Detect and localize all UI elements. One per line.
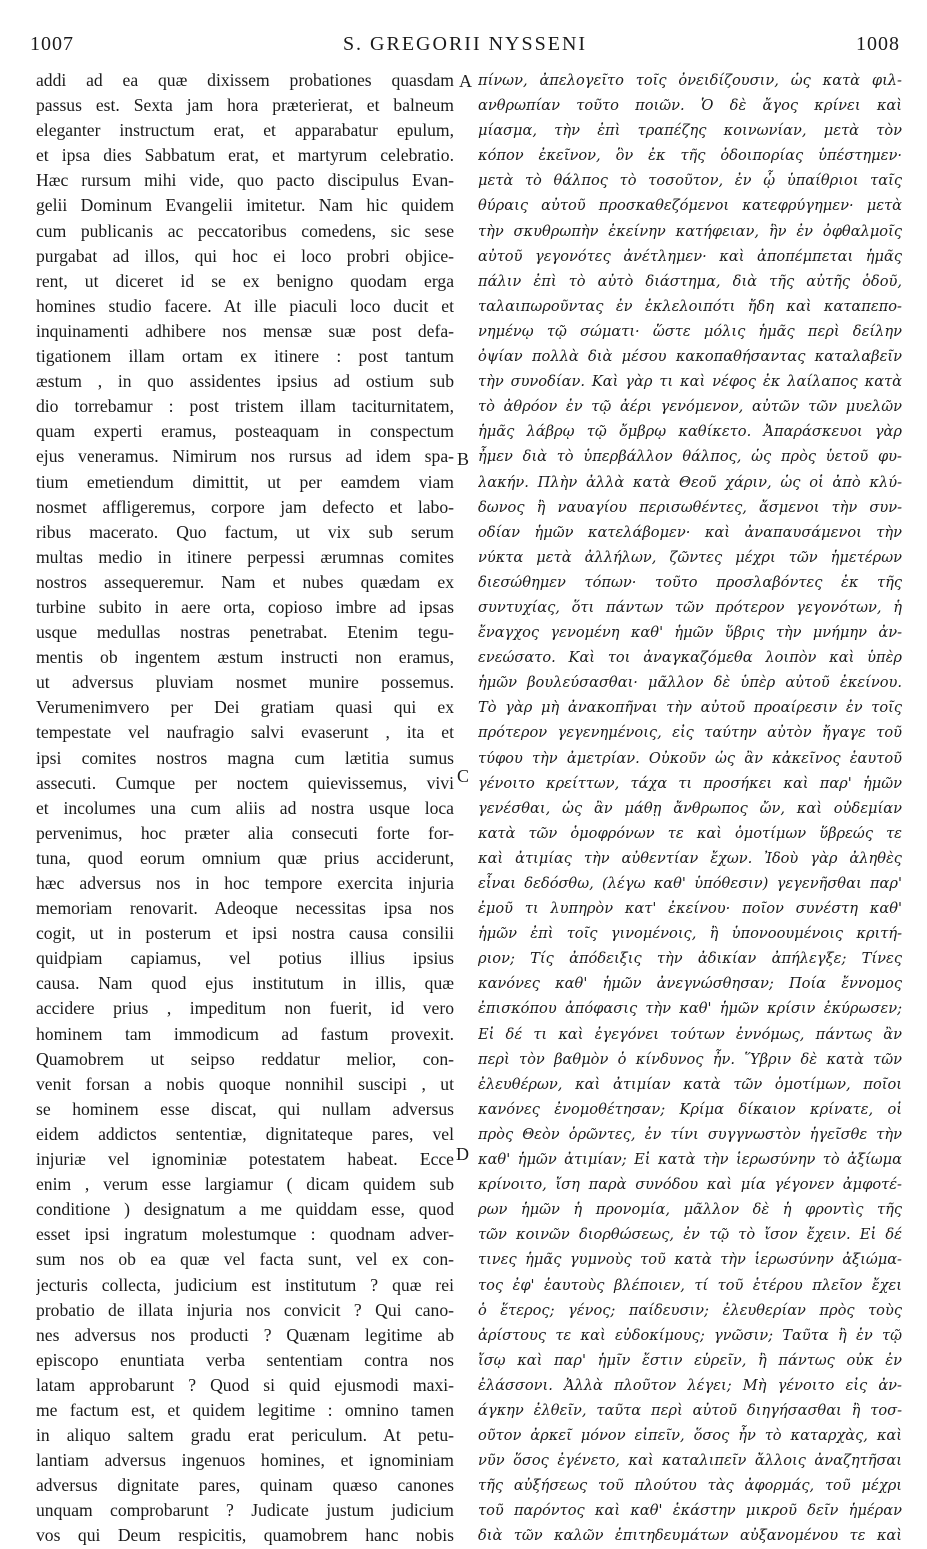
greek-text-line: κρίνοιτο, ἴση παρὰ συνόδου καὶ μία γέγονεν ἀμφοτέ- bbox=[478, 1176, 902, 1194]
greek-text-line: κανόνες καθ' ἡμῶν ἀνεγνώσθησαν; Ποία ἔννομος bbox=[478, 975, 902, 993]
latin-text-line: addi ad ea quæ dixissem probationes quasdam bbox=[36, 70, 454, 90]
greek-text-line: πίνων, ἀπελογεῖτο τοῖς ὀνειδίζουσιν, ὡς κατὰ φιλ- bbox=[478, 72, 902, 89]
latin-text-line: adversus dignitate pares, quinam quæso canones bbox=[36, 1475, 454, 1496]
latin-text-line: inquinamenti adhibere nos mensæ suæ post defa- bbox=[36, 320, 454, 341]
latin-text-line: episcopo enuntiata verba sententiam contra nos bbox=[36, 1349, 454, 1370]
greek-text-line: αὐτοῦ γεγονότες ἀνέτλημεν· καὶ ἀποπέμπεται ἡμᾶς bbox=[478, 247, 902, 265]
greek-text-line: ἐπισκόπου ἀπόφασις τὴν καθ' ἡμῶν κρίσιν ἐκύρωσεν; bbox=[478, 1000, 902, 1018]
running-title: S. GREGORII NYSSENI bbox=[342, 33, 588, 55]
greek-text-line: τύφου τὴν ἀμετρίαν. Οὐκοῦν ὡς ἂν κἀκεῖνος ἑαυτοῦ bbox=[478, 749, 902, 767]
latin-text-line: hominem tam immodicum ad fastum provexit. bbox=[36, 1023, 454, 1044]
greek-text-line: ἴσῳ καὶ παρ' ἡμῖν ἔστιν εὑρεῖν, ἢ πάντως οὐκ ἐν bbox=[478, 1351, 902, 1369]
latin-text-line: assecuti. Cumque per noctem quievissemus, vivi bbox=[36, 772, 454, 793]
greek-text-line: τος ἐφ' ἑαυτοὺς βλέποιεν, τί τοῦ ἑτέρου πλεῖον ἔχει bbox=[478, 1276, 902, 1294]
right-page-number: 1008 bbox=[856, 33, 900, 55]
latin-text-line: causa. Nam quod ejus institutum in illis, quæ bbox=[36, 973, 454, 994]
latin-text-line: æstum , in quo assidentes ipsius ad ostium sub bbox=[36, 371, 454, 392]
latin-text-line: ejus veneramus. Nimirum nos rursus ad idem spa- bbox=[36, 446, 454, 467]
greek-text-line: κόπον ἐκεῖνον, ὃν ἐκ τῆς ὁδοιπορίας ὑπέστημεν· bbox=[478, 147, 902, 165]
greek-text-line: εἶναι δεδόσθω, (λέγω καθ' ὑπόθεσιν) γεγενῆσθαι παρ' bbox=[478, 875, 902, 892]
latin-text-line: cum publicanis ac peccatoribus comedens, sic sese bbox=[36, 220, 454, 241]
latin-text-line: quidpiam capiamus, vel potius illius ipsius bbox=[36, 948, 454, 969]
greek-text-line: καθ' ἡμῶν ἀτιμίαν; Εἰ κατὰ τὴν ἱερωσύνην τὸ ἀξίωμα bbox=[478, 1151, 902, 1169]
latin-text-line: passus est. Sexta jam hora præterierat, et balneum bbox=[36, 95, 454, 116]
greek-text-line: ἡμᾶς λάβρῳ τῷ ὄμβρῳ καθίκετο. Ἀπαράσκευοι γὰρ bbox=[478, 423, 902, 441]
latin-column bbox=[36, 68, 454, 1549]
latin-text-line: enim , verum esse largiamur ( dicam quidem sub bbox=[36, 1174, 454, 1195]
latin-text-line: nosmet affligeremus, corpore jam defecto et labo- bbox=[36, 496, 454, 517]
greek-text-line: τὸ ἀθρόον ἐν τῷ ἀέρι γενόμενον, αὐτῶν τῶν μυελῶν bbox=[478, 398, 902, 416]
latin-text-line: ipsi comites nostros magna cum lætitia sumus bbox=[36, 747, 454, 768]
latin-text-line: ut adversus pluviam nosmet munire possemus. bbox=[36, 672, 454, 693]
latin-text-line: esset ipsi ingratum molestumque : quodnam adver- bbox=[36, 1224, 454, 1245]
greek-text-line: ἀρίστους τε καὶ εὐδοκίμους; γνῶσιν; Ταῦτα ἢ ἐν τῷ bbox=[478, 1326, 902, 1344]
greek-text-line: πρὸς Θεὸν ὁρῶντες, ἐν τίνι συγγνωστὸν ἡγεῖσθε τὴν bbox=[478, 1125, 902, 1143]
latin-text-line: Hæc rursum mihi vide, quo pacto discipulus Evan- bbox=[36, 170, 454, 191]
latin-text-line: homines studio facere. At ille piaculi loco ducit et bbox=[36, 295, 454, 316]
greek-text-line: κανόνες ἐνομοθέτησαν; Κρίμα δίκαιον κρίνατε, οἱ bbox=[478, 1100, 902, 1118]
greek-text-line: πρότερον γεγενημένοις, εἰς ταύτην αὐτὸν ἤγαγε τοῦ bbox=[478, 724, 902, 742]
greek-text-line: άγκην ἐλθεῖν, ταῦτα περὶ αὐτοῦ διηγήσασθαι ἢ τοσ- bbox=[478, 1401, 902, 1419]
latin-text-line: multas medio in itinere perpessi ærumnas comites bbox=[36, 546, 454, 567]
latin-text-line: lantiam adversus ingenuos homines, et ignominiam bbox=[36, 1450, 454, 1471]
greek-text-line: ενεώσατο. Καὶ τοι ἀναγκαζόμεθα λοιπὸν καὶ ὑπὲρ bbox=[478, 649, 902, 667]
latin-text-line: se hominem esse discat, qui nullam adversus bbox=[36, 1098, 454, 1119]
greek-text-line: τινες ἡμᾶς γυμνοὺς τοῦ κατὰ τὴν ἱερωσύνην ἀξιώμα- bbox=[478, 1251, 902, 1269]
latin-text-line: usque medullas nostras penetrabat. Etenim tegu- bbox=[36, 622, 454, 643]
greek-text-line: συντυχίας, ὅτι πάντων τῶν πρότερον γεγονότων, ἡ bbox=[478, 598, 902, 616]
latin-text-line: jecturis collecta, judicium est institutum ? quæ rei bbox=[36, 1274, 454, 1295]
latin-text-line: hæc adversus nos in hoc tempore exercita injuria bbox=[36, 873, 454, 893]
latin-text-line: unquam comprobarunt ? Judicate justum judicium bbox=[36, 1500, 454, 1521]
left-page-number: 1007 bbox=[30, 33, 74, 55]
section-marker-b: B bbox=[457, 449, 470, 469]
greek-text-line: δωνος ἢ ναυαγίου περισωθέντες, ἄσμενοι τὴν συν- bbox=[478, 498, 902, 516]
greek-text-line: νημένῳ τῷ σώματι· ὥστε μόλις ἡμᾶς περὶ δείλην bbox=[478, 322, 902, 340]
greek-text-line: τὴν συνοδίαν. Καὶ γὰρ τι καὶ νέφος ἐκ λαίλαπος κατὰ bbox=[478, 373, 902, 391]
greek-text-line: τῆς αὐξήσεως τοῦ πλούτου τὰς ἀφορμάς, τοῦ μέχρι bbox=[478, 1477, 902, 1495]
latin-text-line: Quamobrem ut seipso reddatur melior, con- bbox=[36, 1048, 454, 1069]
latin-text-line: gelii Dominum Evangelii imitetur. Nam hic quidem bbox=[36, 195, 454, 216]
latin-text-line: accidere prius , impeditum non fuerit, id vero bbox=[36, 998, 454, 1019]
latin-text-line: injuriæ vel ignominiæ potestatem habeat. Ecce bbox=[36, 1149, 454, 1170]
latin-text-line: eidem addictos sententiæ, dignitateque pares, vel bbox=[36, 1123, 454, 1144]
greek-text-line: ριον; Τίς ἀπόδειξις τὴν ἀδικίαν ἀπήλεγξε; Τίνες bbox=[478, 950, 902, 968]
greek-text-line: γενέσθαι, ὡς ἂν μάθῃ ἄνθρωπος ὤν, καὶ οὐδεμίαν bbox=[478, 799, 902, 817]
greek-text-line: ρων ἡμῶν ἡ προνομία, μᾶλλον δὲ ἡ φροντὶς τῆς bbox=[478, 1201, 902, 1219]
latin-text-line: venit forsan a nobis quoque nonnihil suscipi , ut bbox=[36, 1073, 454, 1094]
latin-text-line: et incolumes una cum aliis ad nostra usque loca bbox=[36, 797, 454, 818]
latin-text-line: cogit, ut in posterum et ipsi nostra causa consilii bbox=[36, 923, 454, 944]
latin-text-line: pervenimus, hoc præter alia consecuti forte for- bbox=[36, 822, 454, 843]
latin-text-line: vos qui Deum respicitis, quamobrem hanc nobis bbox=[36, 1525, 454, 1546]
latin-text-line: rent, ut diceret id se ex benigno quodam erga bbox=[36, 270, 454, 291]
greek-text-line: Τὸ γὰρ μὴ ἀνακοπῆναι τὴν αὐτοῦ προαίρεσιν ἐν τοῖς bbox=[478, 699, 902, 717]
latin-text-line: quam experti eramus, posteaquam in conspectum bbox=[36, 421, 454, 442]
greek-column bbox=[478, 68, 902, 1549]
greek-text-line: ἡμῶν ἐπὶ τοῖς γινομένοις, ἢ ὑπονοουμένοις κριτή- bbox=[478, 925, 902, 943]
greek-text-line: κατὰ τῶν ὁμοφρόνων τε καὶ ὁμοτίμων ὕβρεώς τε bbox=[478, 824, 902, 842]
page-header bbox=[30, 33, 900, 61]
greek-text-line: οδίαν ἡμῶν κατελάβομεν· καὶ ἀναπαυσάμενοι τὴν bbox=[478, 523, 902, 541]
greek-text-line: Εἰ δέ τι καὶ ἐγεγόνει τούτων ἐννόμως, πάντως ἂν bbox=[478, 1025, 902, 1043]
latin-text-line: me factum est, et quidem legitime : omnino tamen bbox=[36, 1399, 454, 1420]
greek-text-line: ἡμῶν βουλεύσασθαι· μᾶλλον δὲ ὑπὲρ αὐτοῦ ἐκείνου. bbox=[478, 674, 902, 692]
greek-text-line: ἦμεν διὰ τὸ ὑπερβάλλον θάλπος, ὡς πρὸς ὑετοῦ φυ- bbox=[478, 448, 902, 466]
greek-text-line: ἐμοῦ τι λυπηρὸν κατ' ἐκείνου· ποῖον συνέστη καθ' bbox=[478, 900, 902, 918]
greek-text-line: οῦτον ἀρκεῖ μόνον εἰπεῖν, ὅσος ἦν τὸ καταρχὰς, καὶ bbox=[478, 1427, 902, 1445]
greek-text-line: ἐλευθέρων, καὶ ἀτιμίαν κατὰ τῶν ὁμοτίμων, ποῖοι bbox=[478, 1075, 902, 1093]
latin-text-line: ribus macerato. Quo factum, ut vix sub serum bbox=[36, 521, 454, 542]
greek-text-line: νῦν ὅσος ἐγένετο, καὶ καταλιπεῖν ἄλλοις ἀναζητῆσαι bbox=[478, 1452, 902, 1470]
latin-text-line: tuna, quod eorum omnium quæ prius acciderunt, bbox=[36, 847, 454, 868]
latin-text-line: mentis ob ingentem æstum instructi non eramus, bbox=[36, 647, 454, 668]
section-marker-c: C bbox=[457, 766, 470, 786]
latin-text-line: dio torrebamur : post tristem illam taciturnitatem, bbox=[36, 396, 454, 417]
latin-text-line: conditione ) designatum a me quiddam esse, quod bbox=[36, 1199, 454, 1220]
greek-text-line: καὶ ἀτιμίας τὴν αὐθεντίαν ἔχων. Ἰδοὺ γὰρ ἀληθὲς bbox=[478, 849, 902, 867]
greek-text-line: ὁ ἕτερος; γένος; παίδευσιν; ἐλευθερίαν πρὸς τοὺς bbox=[478, 1301, 902, 1319]
section-marker-a: A bbox=[459, 71, 472, 91]
latin-text-line: Verumenimvero per Dei gratiam quasi qui ex bbox=[36, 697, 454, 718]
latin-text-line: probatio de illata injuria nos convicit ? Qui cano- bbox=[36, 1299, 454, 1320]
latin-text-line: tempestate vel naufragio salvi evaserunt , ita et bbox=[36, 722, 454, 743]
latin-text-line: memoriam renovarit. Adeoque necessitas ipsa nos bbox=[36, 898, 454, 919]
greek-text-line: γένοιτο κρείττων, τάχα τι προσήκει καὶ παρ' ἡμῶν bbox=[478, 774, 902, 792]
latin-text-line: turbine subito in aere orta, copioso imbre ad ipsas bbox=[36, 596, 454, 617]
latin-text-line: et ipsa dies Sabbatum erat, et martyrum celebratio. bbox=[36, 145, 454, 166]
greek-text-line: λακήν. Πλὴν ἀλλὰ κατὰ Θεοῦ χάριν, ὡς οἱ ἀπὸ κλύ- bbox=[478, 473, 902, 491]
latin-text-line: tigationem illam ortam ex itinere : post tantum bbox=[36, 346, 454, 367]
greek-text-line: ἐλάσσονι. Ἀλλὰ πλοῦτον λέγει; Μὴ γένοιτο εἰς ἀν- bbox=[478, 1376, 902, 1394]
greek-text-line: τοῦ παρόντος καὶ καθ' ἑκάστην μικροῦ δεῖν ἡμέραν bbox=[478, 1502, 902, 1520]
greek-text-line: ἔναγχος γενομένη καθ' ἡμῶν ὕβρις τὴν μνήμην ἀν- bbox=[478, 624, 902, 642]
greek-text-line: τὴν σκυθρωπὴν ἐκείνην κατήφειαν, ἣν ἐν ὀφθαλμοῖς bbox=[478, 222, 902, 240]
latin-text-line: nostros assequeremur. Nam et nubes quædam ex bbox=[36, 571, 454, 592]
latin-text-line: in aliquo saltem gradu erat periculum. At petu- bbox=[36, 1425, 454, 1446]
section-marker-d: D bbox=[456, 1144, 469, 1164]
greek-text-line: περὶ τὸν βαθμὸν ὁ κίνδυνος ἦν. Ὕβριν δὲ κατὰ τῶν bbox=[478, 1050, 902, 1068]
greek-text-line: πάλιν ἐπὶ τὸ αὐτὸ διάστημα, διὰ τῆς αὐτῆς ὁδοῦ, bbox=[478, 272, 902, 290]
greek-text-line: νύκτα μετὰ ἀλλήλων, ζῶντες μέχρι τῶν ἡμετέρων bbox=[478, 548, 902, 566]
greek-text-line: τῶν κοινῶν διορθώσεως, ἐν τῷ τὸ ἴσον ἔχειν. Εἰ δέ bbox=[478, 1226, 902, 1244]
latin-text-line: latam approbarunt ? Quod si quid ejusmodi maxi- bbox=[36, 1374, 454, 1395]
latin-text-line: tium emetiendum dimittit, ut per eamdem viam bbox=[36, 471, 454, 492]
greek-text-line: μίασμα, τὴν ἐπὶ τραπέζης κοινωνίαν, μετὰ τὸν bbox=[478, 122, 902, 140]
greek-text-line: θύραις αὐτοῦ προσκαθεζόμενοι κατεφρύγημεν· μετὰ bbox=[478, 197, 902, 215]
greek-text-line: διὰ τῶν καλῶν ἐπιτηδευμάτων αὐξανομένου τε καὶ bbox=[478, 1527, 902, 1545]
latin-text-line: eleganter instructum erat, et apparabatur epulum, bbox=[36, 120, 454, 141]
latin-text-line: sum nos ob ea quæ vel facta sunt, vel ex con- bbox=[36, 1249, 454, 1270]
latin-text-line: purgabat ad illos, qui hoc ei loco probri objice- bbox=[36, 245, 454, 266]
greek-text-line: μετὰ τὸ θάλπος τὸ τοσοῦτον, ἐν ᾧ ὑπαίθριοι ταῖς bbox=[478, 172, 902, 190]
latin-text-line: nes adversus nos producti ? Quænam legitime ab bbox=[36, 1324, 454, 1345]
greek-text-line: ταλαιπωροῦντας ἐν ἐκλελοιπότι ἤδη καὶ καταπεπο- bbox=[478, 297, 902, 315]
greek-text-line: διεσώθημεν τόπων· τοῦτο προσλαβόντες ἐκ τῆς bbox=[478, 573, 902, 591]
greek-text-line: ανθρωπίαν τοῦτο ποιῶν. Ὁ δὲ ἄγος κρίνει καὶ bbox=[478, 97, 902, 115]
greek-text-line: ὀψίαν πολλὰ διὰ μέσου κακοπαθήσαντας καταλαβεῖν bbox=[478, 348, 902, 366]
